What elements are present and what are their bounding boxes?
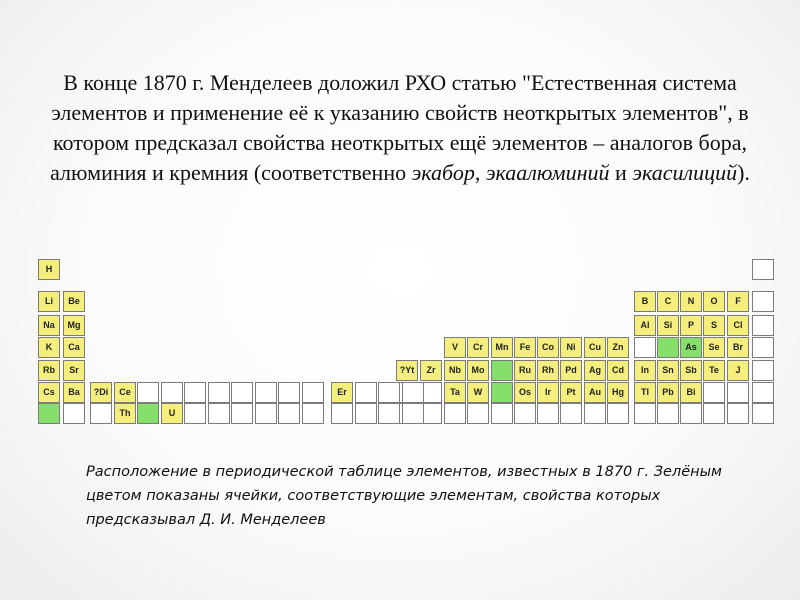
element-cell-o: O xyxy=(703,291,725,312)
element-cell-zr: Zr xyxy=(420,360,442,381)
empty-element-cell xyxy=(38,403,60,424)
element-cell-pd: Pd xyxy=(560,360,582,381)
element-cell-h: H xyxy=(38,259,60,280)
empty-element-cell xyxy=(491,360,513,381)
element-cell-mg: Mg xyxy=(63,315,85,336)
empty-element-cell xyxy=(657,403,679,424)
element-cell-si: Si xyxy=(657,315,679,336)
element-cell-nb: Nb xyxy=(444,360,466,381)
heading-separator: , xyxy=(474,160,486,185)
empty-element-cell xyxy=(184,403,206,424)
empty-element-cell xyxy=(680,403,702,424)
element-cell-ta: Ta xyxy=(444,382,466,403)
element-cell-v: V xyxy=(444,337,466,358)
element-cell-zn: Zn xyxy=(607,337,629,358)
element-cell-f: F xyxy=(727,291,749,312)
element-cell-te: Te xyxy=(703,360,725,381)
element-cell-c: C xyxy=(657,291,679,312)
element-cell-se: Se xyxy=(703,337,725,358)
element-cell-cu: Cu xyxy=(584,337,606,358)
element-cell-u: U xyxy=(161,403,183,424)
element-cell-rb: Rb xyxy=(38,360,60,381)
empty-element-cell xyxy=(752,403,774,424)
element-cell-li: Li xyxy=(38,291,60,312)
element-cell-k: K xyxy=(38,337,60,358)
empty-element-cell xyxy=(231,403,253,424)
figure-caption: Расположение в периодической таблице элементов, известных в 1870 г. Зелёным цветом показаны ячейки, соответствующие элементам, свойства которых предсказывал Д. И. Менделеев xyxy=(86,464,722,528)
empty-element-cell xyxy=(378,382,400,403)
empty-element-cell xyxy=(752,259,774,280)
empty-element-cell xyxy=(302,382,324,403)
heading-separator: и xyxy=(609,160,633,185)
element-cell-mn: Mn xyxy=(491,337,513,358)
empty-element-cell xyxy=(491,403,513,424)
element-cell-bi: Bi xyxy=(680,382,702,403)
empty-element-cell xyxy=(278,382,300,403)
empty-element-cell xyxy=(355,403,377,424)
empty-element-cell xyxy=(402,382,424,403)
element-cell-b: B xyxy=(634,291,656,312)
element-cell-ir: Ir xyxy=(537,382,559,403)
empty-element-cell xyxy=(607,403,629,424)
element-cell-cs: Cs xyxy=(38,382,60,403)
empty-element-cell xyxy=(255,382,277,403)
element-cell-er: Er xyxy=(331,382,353,403)
element-cell-pb: Pb xyxy=(657,382,679,403)
element-cell-q-di: ?Di xyxy=(90,382,112,403)
element-cell-ce: Ce xyxy=(114,382,136,403)
empty-element-cell xyxy=(231,382,253,403)
empty-element-cell xyxy=(161,382,183,403)
empty-element-cell xyxy=(752,315,774,336)
element-cell-sb: Sb xyxy=(680,360,702,381)
empty-element-cell xyxy=(491,382,513,403)
element-cell-q-yt: ?Yt xyxy=(396,360,418,381)
element-cell-w: W xyxy=(467,382,489,403)
empty-element-cell xyxy=(402,403,424,424)
empty-element-cell xyxy=(703,403,725,424)
empty-element-cell xyxy=(560,403,582,424)
element-cell-cl: Cl xyxy=(727,315,749,336)
empty-element-cell xyxy=(63,403,85,424)
empty-element-cell xyxy=(752,360,774,381)
element-cell-as: As xyxy=(680,337,702,358)
element-cell-ru: Ru xyxy=(514,360,536,381)
element-cell-mo: Mo xyxy=(467,360,489,381)
ekaaluminiy-term: экаалюминий xyxy=(485,160,610,185)
element-cell-tl: Tl xyxy=(634,382,656,403)
empty-element-cell xyxy=(137,403,159,424)
heading-text: В конце 1870 г. Менделеев доложил РХО статью "Естественная система элементов и применение её к указанию свойств неоткрытых элементов", в котором предсказал свойства неоткрытых ещё элементов – аналогов бора, алюминия и кремния (соответственно xyxy=(50,70,749,185)
element-cell-pt: Pt xyxy=(560,382,582,403)
element-cell-hg: Hg xyxy=(607,382,629,403)
element-cell-os: Os xyxy=(514,382,536,403)
empty-element-cell xyxy=(302,403,324,424)
element-cell-j: J xyxy=(727,360,749,381)
empty-element-cell xyxy=(752,382,774,403)
empty-element-cell xyxy=(90,403,112,424)
element-cell-ag: Ag xyxy=(584,360,606,381)
empty-element-cell xyxy=(331,403,353,424)
ekabor-term: экабор xyxy=(411,160,475,185)
empty-element-cell xyxy=(467,403,489,424)
empty-element-cell xyxy=(727,403,749,424)
element-cell-th: Th xyxy=(114,403,136,424)
empty-element-cell xyxy=(657,337,679,358)
empty-element-cell xyxy=(137,382,159,403)
empty-element-cell xyxy=(634,403,656,424)
empty-element-cell xyxy=(752,291,774,312)
empty-element-cell xyxy=(255,403,277,424)
empty-element-cell xyxy=(355,382,377,403)
empty-element-cell xyxy=(378,403,400,424)
empty-element-cell xyxy=(537,403,559,424)
empty-element-cell xyxy=(634,337,656,358)
empty-element-cell xyxy=(444,403,466,424)
ekasiliciy-term: экасилиций xyxy=(632,160,738,185)
element-cell-in: In xyxy=(634,360,656,381)
element-cell-al: Al xyxy=(634,315,656,336)
element-cell-br: Br xyxy=(727,337,749,358)
element-cell-s: S xyxy=(703,315,725,336)
empty-element-cell xyxy=(752,337,774,358)
empty-element-cell xyxy=(208,382,230,403)
element-cell-rh: Rh xyxy=(537,360,559,381)
empty-element-cell xyxy=(184,382,206,403)
element-cell-ba: Ba xyxy=(63,382,85,403)
element-cell-cr: Cr xyxy=(467,337,489,358)
element-cell-co: Co xyxy=(537,337,559,358)
element-cell-sr: Sr xyxy=(63,360,85,381)
element-cell-sn: Sn xyxy=(657,360,679,381)
element-cell-ca: Ca xyxy=(63,337,85,358)
element-cell-ni: Ni xyxy=(560,337,582,358)
element-cell-fe: Fe xyxy=(514,337,536,358)
empty-element-cell xyxy=(584,403,606,424)
element-cell-be: Be xyxy=(63,291,85,312)
empty-element-cell xyxy=(514,403,536,424)
empty-element-cell xyxy=(208,403,230,424)
element-cell-p: P xyxy=(680,315,702,336)
element-cell-na: Na xyxy=(38,315,60,336)
empty-element-cell xyxy=(727,382,749,403)
element-cell-au: Au xyxy=(584,382,606,403)
element-cell-n: N xyxy=(680,291,702,312)
element-cell-cd: Cd xyxy=(607,360,629,381)
empty-element-cell xyxy=(278,403,300,424)
empty-element-cell xyxy=(703,382,725,403)
heading-end: ). xyxy=(737,160,750,185)
